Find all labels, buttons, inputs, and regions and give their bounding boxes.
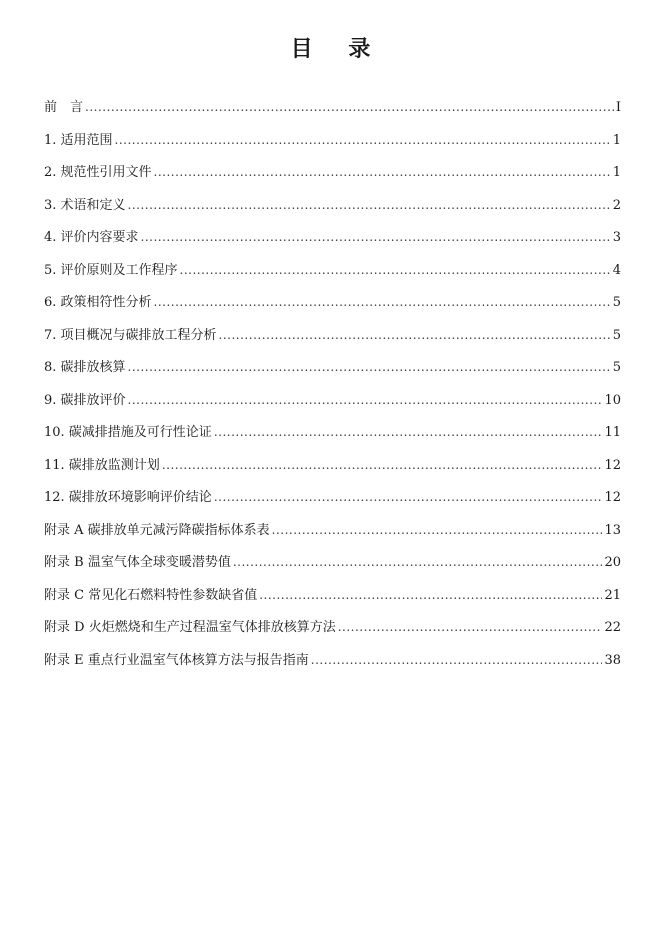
toc-entry-label: 附录 C 常见化石燃料特性参数缺省值 [44,587,258,603]
toc-entry-terms-definitions[interactable] [44,195,621,228]
toc-entry-appendix-e[interactable] [44,650,621,683]
toc-entry-label: 6. 政策相符性分析 [44,295,152,310]
toc-entry-normative-references[interactable] [44,162,621,195]
toc-entry-page: 13 [604,522,621,538]
toc-entry-appendix-b[interactable] [44,552,621,585]
dot-leader [141,227,611,248]
dot-leader [259,585,602,606]
toc-entry-page: 20 [604,555,621,570]
dot-leader [85,97,614,118]
toc-entry-label: 附录 E 重点行业温室气体核算方法与报告指南 [44,652,309,668]
toc-entry-page: 12 [604,490,621,505]
dot-leader [338,617,603,638]
toc-entry-page: 12 [604,457,621,473]
toc-entry-appendix-a[interactable] [44,520,621,553]
toc-entry-page: I [615,100,621,115]
toc-entry-page: 5 [612,295,621,310]
toc-entry-page: 10 [604,392,621,408]
toc-entry-label: 1. 适用范围 [44,132,113,148]
toc-entry-label: 4. 评价内容要求 [44,230,139,245]
dot-leader [272,520,603,541]
toc-entry-appendix-d[interactable] [44,617,621,650]
toc-entry-label: 5. 评价原则及工作程序 [44,262,178,278]
toc-entry-page: 4 [612,262,621,278]
toc-entry-foreword[interactable] [44,97,621,130]
toc-entry-carbon-accounting[interactable] [44,357,621,390]
toc-entry-label: 11. 碳排放监测计划 [44,457,160,473]
table-of-contents [44,97,621,682]
page-title: 目 录 [290,37,385,62]
toc-entry-label: 7. 项目概况与碳排放工程分析 [44,327,217,343]
toc-entry-evaluation-content[interactable] [44,227,621,260]
dot-leader [128,390,603,411]
toc-entry-page: 1 [612,132,621,148]
dot-leader [180,260,611,281]
toc-entry-page: 2 [612,197,621,213]
toc-entry-appendix-c[interactable] [44,585,621,618]
toc-entry-label: 10. 碳减排措施及可行性论证 [44,425,212,440]
dot-leader [311,650,603,671]
dot-leader [214,422,603,443]
toc-entry-page: 1 [612,165,621,180]
toc-entry-page: 21 [604,587,621,603]
dot-leader [214,487,603,508]
dot-leader [233,552,603,573]
toc-entry-label: 8. 碳排放核算 [44,360,126,375]
toc-entry-policy-compliance[interactable] [44,292,621,325]
toc-entry-page: 11 [604,425,621,440]
toc-entry-reduction-measures[interactable] [44,422,621,455]
toc-entry-label: 附录 A 碳排放单元减污降碳指标体系表 [44,522,270,538]
toc-entry-label: 附录 D 火炬燃烧和生产过程温室气体排放核算方法 [44,620,336,635]
toc-entry-project-overview[interactable] [44,325,621,358]
toc-entry-conclusion[interactable] [44,487,621,520]
dot-leader [162,455,603,476]
toc-entry-label: 9. 碳排放评价 [44,392,126,408]
toc-entry-page: 5 [612,360,621,375]
toc-entry-evaluation-principles[interactable] [44,260,621,293]
toc-entry-page: 22 [604,620,621,635]
toc-entry-page: 3 [612,230,621,245]
dot-leader [219,325,611,346]
toc-entry-label: 3. 术语和定义 [44,197,126,213]
dot-leader [128,195,611,216]
toc-entry-label: 前 言 [44,100,84,115]
toc-entry-scope[interactable] [44,130,621,163]
toc-entry-label: 2. 规范性引用文件 [44,165,152,180]
toc-entry-label: 附录 B 温室气体全球变暖潜势值 [44,555,231,570]
toc-entry-page: 38 [604,652,621,668]
dot-leader [115,130,611,151]
dot-leader [154,292,611,313]
dot-leader [128,357,611,378]
dot-leader [154,162,611,183]
toc-entry-monitoring-plan[interactable] [44,455,621,488]
toc-entry-label: 12. 碳排放环境影响评价结论 [44,490,212,505]
toc-entry-carbon-evaluation[interactable] [44,390,621,423]
toc-entry-page: 5 [612,327,621,343]
